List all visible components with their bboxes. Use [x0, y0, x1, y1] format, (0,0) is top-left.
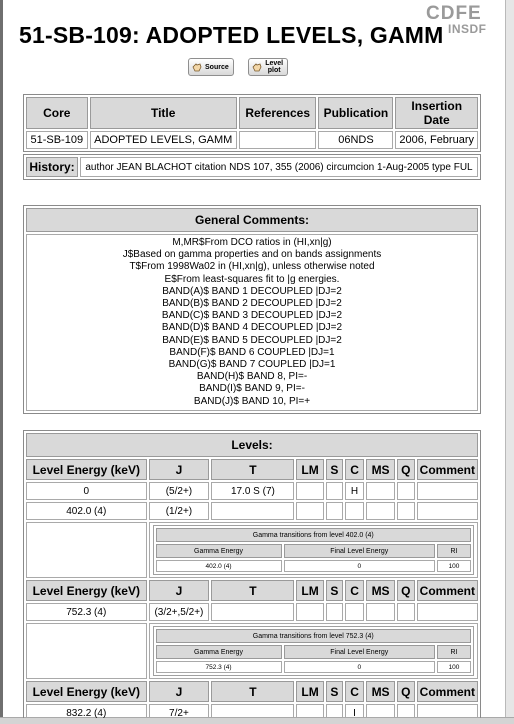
cdfe-insdf-logo: CDFE INSDF [426, 3, 487, 36]
levels-title-row [26, 433, 478, 457]
comment-line: M,MR$From DCO ratios in (HI,xn|g) [172, 237, 332, 248]
j-cell: 7/2+ [149, 704, 210, 718]
s-cell [326, 482, 343, 500]
column-header-comment: Comment [417, 580, 478, 601]
core-cell: 51-SB-109 [26, 131, 88, 149]
q-cell [397, 482, 415, 500]
column-header-lm: LM [296, 459, 323, 480]
level-energy-cell: 832.2 (4) [26, 704, 147, 718]
gamma-transitions-title: Gamma transitions from level 402.0 (4) [156, 528, 471, 542]
comment-line: BAND(F)$ BAND 6 COUPLED |DJ=1 [169, 346, 335, 358]
level-plot-button[interactable] [248, 58, 288, 76]
comment-line: BAND(H)$ BAND 8, PI=- [196, 371, 308, 383]
comment-line: T$From 1998Wa02 in (HI,xn|g), unless otherwise noted [129, 261, 375, 273]
t-cell: 17.0 S (7) [211, 482, 294, 500]
table-header-row [26, 97, 478, 129]
ri-header: RI [437, 544, 471, 558]
dataset-info-table [23, 94, 481, 152]
levels-title: Levels: [26, 433, 478, 457]
lm-cell [296, 704, 323, 718]
column-header-level-energy: Level Energy (keV) [26, 580, 147, 601]
level-row [26, 603, 478, 621]
source-button[interactable] [188, 58, 234, 76]
comment-line: BAND(A)$ BAND 1 DECOUPLED |DJ=2 [162, 285, 342, 297]
vertical-scrollbar[interactable] [505, 0, 514, 724]
column-header-j: J [149, 681, 210, 702]
gamma-header-row [156, 544, 471, 558]
general-comments-title: General Comments: [26, 208, 478, 232]
level-plot-button-label: Level plot [265, 60, 284, 74]
column-header-insertion-date: Insertion Date [395, 97, 478, 129]
gamma-transitions-cell [149, 522, 478, 578]
final-level-energy-header: Final Level Energy [284, 645, 435, 659]
ri-header: RI [437, 645, 471, 659]
q-cell [397, 502, 415, 520]
final-level-energy-header: Final Level Energy [284, 544, 435, 558]
gamma-energy-header: Gamma Energy [156, 544, 282, 558]
column-header-references: References [239, 97, 317, 129]
gamma-energy-cell: 402.0 (4) [156, 560, 282, 572]
column-header-c: C [345, 580, 364, 601]
general-comments-body [26, 234, 478, 411]
hand-pointer-icon [192, 62, 202, 72]
column-header-c: C [345, 681, 364, 702]
gamma-transitions-row [26, 522, 478, 578]
general-comments-body-row [26, 234, 478, 411]
lm-cell [296, 502, 323, 520]
ms-cell [366, 482, 395, 500]
comment-line: BAND(B)$ BAND 2 DECOUPLED |DJ=2 [162, 298, 342, 310]
comment-cell [417, 603, 478, 621]
c-cell: H [345, 482, 364, 500]
q-cell [397, 603, 415, 621]
column-header-t: T [211, 459, 294, 480]
comment-line: BAND(C)$ BAND 3 DECOUPLED |DJ=2 [161, 310, 343, 322]
j-cell: (5/2+) [149, 482, 210, 500]
q-cell [397, 704, 415, 718]
comment-cell [417, 502, 478, 520]
level-row [26, 704, 478, 718]
lm-cell [296, 482, 323, 500]
final-level-energy-cell: 0 [284, 560, 435, 572]
comment-line: BAND(I)$ BAND 9, PI=- [199, 383, 305, 395]
column-header-q: Q [397, 580, 415, 601]
t-cell [211, 502, 294, 520]
column-header-q: Q [397, 459, 415, 480]
s-cell [326, 603, 343, 621]
c-cell [345, 502, 364, 520]
ms-cell [366, 603, 395, 621]
hand-pointer-icon [252, 62, 262, 72]
gamma-transitions-cell [149, 623, 478, 679]
s-cell [326, 704, 343, 718]
column-header-title: Title [90, 97, 237, 129]
gamma-transitions-table [153, 626, 474, 676]
column-header-ms: MS [366, 459, 395, 480]
history-text: author JEAN BLACHOT citation NDS 107, 355 (2006) circumcion 1-Aug-2005 type FUL [80, 157, 478, 177]
history-table [23, 154, 481, 180]
page-title: 51-SB-109: ADOPTED LEVELS, GAMM [19, 22, 444, 48]
level-energy-cell: 402.0 (4) [26, 502, 147, 520]
level-energy-cell: 0 [26, 482, 147, 500]
page-content [3, 0, 505, 718]
table-row [26, 131, 478, 149]
level-row [26, 482, 478, 500]
column-header-s: S [326, 681, 343, 702]
column-header-c: C [345, 459, 364, 480]
column-header-comment: Comment [417, 681, 478, 702]
general-comments-header-row [26, 208, 478, 232]
t-cell [211, 603, 294, 621]
gamma-row [156, 560, 471, 572]
publication-cell: 06NDS [318, 131, 393, 149]
s-cell [326, 502, 343, 520]
gamma-transitions-table [153, 525, 474, 575]
gamma-energy-header: Gamma Energy [156, 645, 282, 659]
gamma-transitions-row [26, 623, 478, 679]
c-cell: I [345, 704, 364, 718]
levels-column-header-row [26, 459, 478, 480]
ri-cell: 100 [437, 560, 471, 572]
levels-table [23, 430, 481, 718]
comment-line: BAND(G)$ BAND 7 COUPLED |DJ=1 [168, 359, 336, 371]
column-header-comment: Comment [417, 459, 478, 480]
final-level-energy-cell: 0 [284, 661, 435, 673]
lm-cell [296, 603, 323, 621]
t-cell [211, 704, 294, 718]
gamma-spacer-cell [26, 522, 147, 578]
levels-column-header-row [26, 580, 478, 601]
gamma-row [156, 661, 471, 673]
comment-cell [417, 704, 478, 718]
gamma-header-row [156, 645, 471, 659]
gamma-title-row [156, 528, 471, 542]
history-row [26, 157, 478, 177]
references-cell [239, 131, 317, 149]
title-cell: ADOPTED LEVELS, GAMM [90, 131, 237, 149]
level-energy-cell: 752.3 (4) [26, 603, 147, 621]
ms-cell [366, 502, 395, 520]
column-header-j: J [149, 580, 210, 601]
comment-cell [417, 482, 478, 500]
comment-line: J$Based on gamma properties and on bands assignments [122, 249, 382, 261]
c-cell [345, 603, 364, 621]
column-header-lm: LM [296, 681, 323, 702]
gamma-energy-cell: 752.3 (4) [156, 661, 282, 673]
column-header-s: S [326, 580, 343, 601]
ri-cell: 100 [437, 661, 471, 673]
column-header-t: T [211, 681, 294, 702]
column-header-j: J [149, 459, 210, 480]
comment-line: BAND(E)$ BAND 5 DECOUPLED |DJ=2 [162, 334, 342, 346]
history-label: History: [26, 157, 78, 177]
comment-line: E$From least-squares fit to |g energies. [164, 273, 340, 285]
comment-line: BAND(D)$ BAND 4 DECOUPLED |DJ=2 [161, 322, 343, 334]
level-row [26, 502, 478, 520]
action-buttons [188, 58, 298, 76]
column-header-publication: Publication [318, 97, 393, 129]
source-button-label: Source [205, 63, 229, 71]
column-header-lm: LM [296, 580, 323, 601]
window-bottom-border [0, 717, 514, 724]
insertion-date-cell: 2006, February [395, 131, 478, 149]
j-cell: (1/2+) [149, 502, 210, 520]
general-comments-table [23, 205, 481, 414]
column-header-level-energy: Level Energy (keV) [26, 459, 147, 480]
column-header-ms: MS [366, 681, 395, 702]
gamma-title-row [156, 629, 471, 643]
column-header-q: Q [397, 681, 415, 702]
column-header-ms: MS [366, 580, 395, 601]
column-header-level-energy: Level Energy (keV) [26, 681, 147, 702]
column-header-s: S [326, 459, 343, 480]
levels-column-header-row [26, 681, 478, 702]
gamma-transitions-title: Gamma transitions from level 752.3 (4) [156, 629, 471, 643]
column-header-core: Core [26, 97, 88, 129]
comment-line: BAND(J)$ BAND 10, PI=+ [193, 395, 311, 407]
column-header-t: T [211, 580, 294, 601]
gamma-spacer-cell [26, 623, 147, 679]
ms-cell [366, 704, 395, 718]
j-cell: (3/2+,5/2+) [149, 603, 210, 621]
